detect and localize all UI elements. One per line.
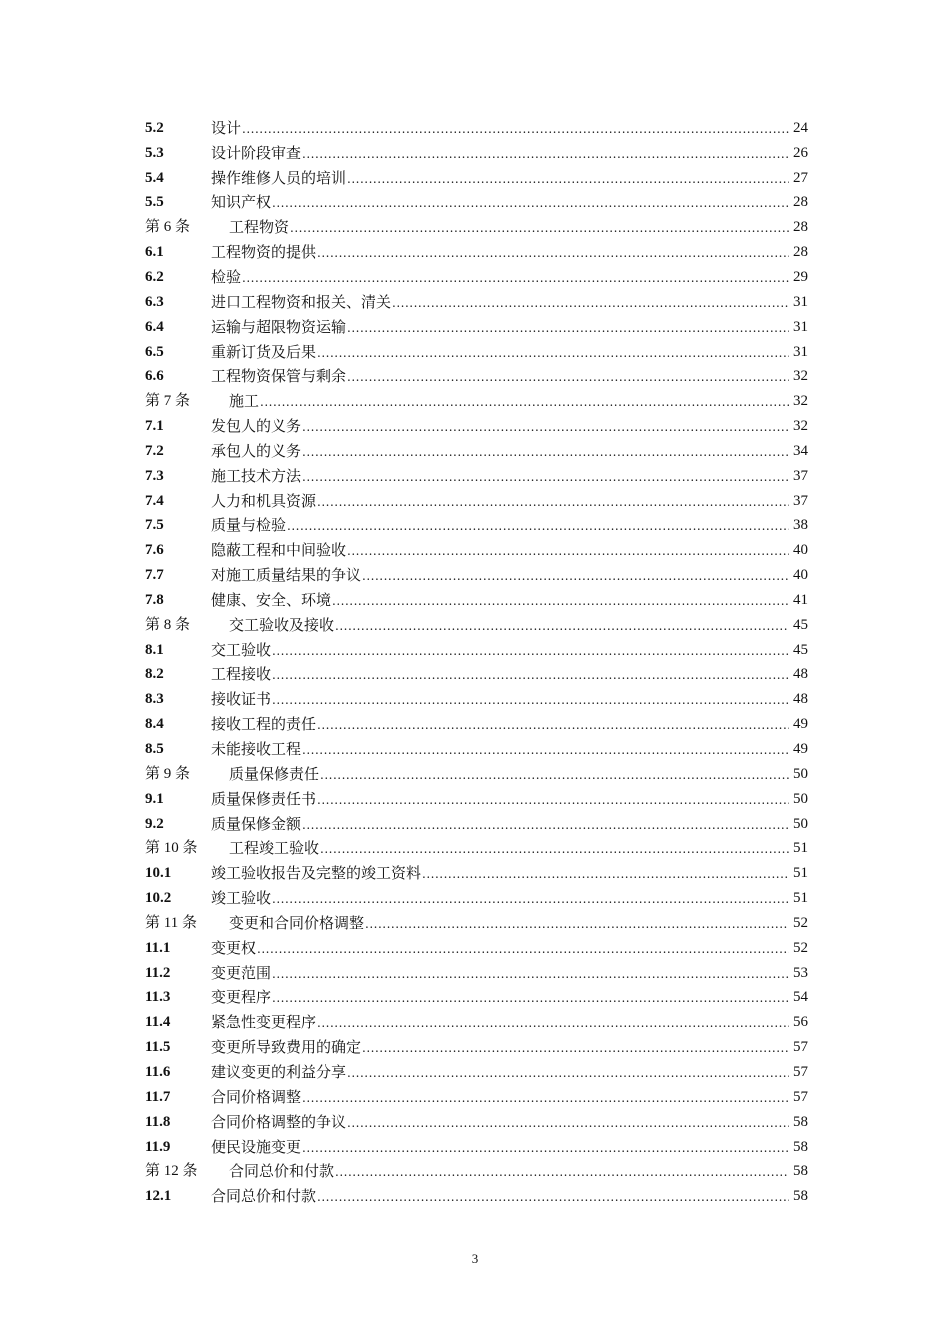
toc-leader-dots (317, 494, 789, 509)
toc-title: 变更所导致费用的确定 (211, 1038, 362, 1057)
toc-leader-dots (287, 518, 789, 533)
toc-page: 37 (793, 467, 808, 484)
toc-page: 27 (793, 169, 808, 186)
toc-page: 28 (793, 244, 808, 261)
toc-page: 32 (793, 393, 808, 410)
toc-row[interactable] (145, 464, 808, 489)
toc-page: 48 (793, 666, 808, 683)
toc-number: 8.3 (145, 691, 164, 708)
toc-number: 6.3 (145, 293, 164, 310)
toc-title: 交工验收及接收 (229, 615, 335, 634)
toc-page: 48 (793, 691, 808, 708)
toc-page: 38 (793, 517, 808, 534)
toc-title: 工程物资 (229, 218, 290, 237)
toc-title: 运输与超限物资运输 (211, 317, 347, 336)
toc-row[interactable] (145, 961, 808, 986)
toc-page: 31 (793, 293, 808, 310)
toc-row[interactable] (145, 1135, 808, 1160)
toc-title: 合同价格调整的争议 (211, 1112, 347, 1131)
toc-number: 11.5 (145, 1039, 171, 1056)
toc-leader-dots (272, 891, 789, 906)
toc-row[interactable] (145, 638, 808, 663)
toc-number: 11.7 (145, 1088, 171, 1105)
toc-leader-dots (272, 990, 789, 1005)
toc-leader-dots (302, 469, 789, 484)
toc-title: 知识产权 (211, 193, 272, 212)
toc-leader-dots (290, 220, 789, 235)
toc-article-number: 第 9 条 (145, 765, 191, 782)
toc-number: 6.4 (145, 318, 164, 335)
toc-leader-dots (320, 841, 789, 856)
toc-title: 接收证书 (211, 690, 272, 709)
toc-page: 51 (793, 865, 808, 882)
toc-page: 49 (793, 741, 808, 758)
toc-number: 6.1 (145, 244, 164, 261)
toc-title: 人力和机具资源 (211, 491, 317, 510)
toc-number: 10.2 (145, 890, 172, 907)
toc-page: 28 (793, 219, 808, 236)
toc-article-row[interactable] (145, 613, 808, 638)
toc-number: 6.6 (145, 368, 164, 385)
toc-leader-dots (317, 1189, 789, 1204)
toc-row[interactable] (145, 116, 808, 141)
toc-number: 11.6 (145, 1063, 171, 1080)
toc-row[interactable] (145, 861, 808, 886)
toc-title: 施工 (229, 392, 260, 411)
toc-row[interactable] (145, 538, 808, 563)
toc-title: 合同总价和付款 (211, 1187, 317, 1206)
toc-title: 竣工验收 (211, 889, 272, 908)
toc-leader-dots (302, 742, 789, 757)
toc-leader-dots (347, 543, 789, 558)
toc-row[interactable] (145, 886, 808, 911)
toc-title: 健康、安全、环境 (211, 590, 332, 609)
toc-article-number: 第 7 条 (145, 393, 191, 410)
toc-leader-dots (362, 1040, 789, 1055)
toc-number: 7.5 (145, 517, 164, 534)
toc-row[interactable] (145, 1060, 808, 1085)
toc-page: 37 (793, 492, 808, 509)
toc-leader-dots (302, 419, 789, 434)
toc-title: 变更和合同价格调整 (229, 913, 365, 932)
toc-row[interactable] (145, 812, 808, 837)
toc-row[interactable] (145, 514, 808, 539)
toc-number: 5.2 (145, 119, 164, 136)
toc-number: 11.2 (145, 964, 171, 981)
toc-title: 发包人的义务 (211, 417, 302, 436)
toc-title: 操作维修人员的培训 (211, 168, 347, 187)
toc-leader-dots (317, 1015, 789, 1030)
toc-page: 54 (793, 989, 808, 1006)
toc-leader-dots (272, 667, 789, 682)
toc-page: 40 (793, 542, 808, 559)
toc-page: 32 (793, 418, 808, 435)
toc-number: 7.8 (145, 591, 164, 608)
toc-leader-dots (392, 295, 789, 310)
toc-title: 未能接收工程 (211, 740, 302, 759)
toc-row[interactable] (145, 290, 808, 315)
toc-title: 质量保修责任书 (211, 789, 317, 808)
toc-leader-dots (272, 643, 789, 658)
toc-title: 建议变更的利益分享 (211, 1062, 347, 1081)
toc-title: 对施工质量结果的争议 (211, 566, 362, 585)
toc-title: 重新订货及后果 (211, 342, 317, 361)
toc-leader-dots (242, 270, 789, 285)
toc-title: 变更权 (211, 938, 257, 957)
toc-number: 11.8 (145, 1113, 171, 1130)
toc-title: 便民设施变更 (211, 1137, 302, 1156)
toc-page: 29 (793, 268, 808, 285)
toc-title: 施工技术方法 (211, 466, 302, 485)
toc-title: 设计阶段审查 (211, 143, 302, 162)
toc-page: 51 (793, 890, 808, 907)
toc-page: 52 (793, 939, 808, 956)
toc-row[interactable] (145, 787, 808, 812)
toc-title: 工程接收 (211, 665, 272, 684)
toc-leader-dots (317, 245, 789, 260)
toc-title: 变更程序 (211, 988, 272, 1007)
toc-leader-dots (320, 767, 789, 782)
toc-page: 49 (793, 716, 808, 733)
toc-page: 34 (793, 442, 808, 459)
toc-number: 9.1 (145, 790, 164, 807)
toc-leader-dots (317, 792, 789, 807)
toc-leader-dots (272, 692, 789, 707)
toc-leader-dots (242, 121, 789, 136)
table-of-contents (145, 116, 808, 1209)
toc-title: 设计 (211, 118, 242, 137)
toc-page: 52 (793, 914, 808, 931)
toc-page: 57 (793, 1063, 808, 1080)
toc-number: 10.1 (145, 865, 172, 882)
toc-row[interactable] (145, 240, 808, 265)
toc-leader-dots (332, 593, 789, 608)
toc-article-number: 第 11 条 (145, 914, 197, 931)
toc-number: 8.4 (145, 716, 164, 733)
toc-page: 31 (793, 318, 808, 335)
toc-page: 58 (793, 1138, 808, 1155)
toc-leader-dots (317, 717, 789, 732)
toc-title: 质量与检验 (211, 516, 287, 535)
toc-leader-dots (272, 195, 789, 210)
toc-number: 7.6 (145, 542, 164, 559)
toc-page: 53 (793, 964, 808, 981)
toc-title: 竣工验收报告及完整的竣工资料 (211, 864, 422, 883)
toc-leader-dots (362, 568, 789, 583)
toc-number: 5.5 (145, 194, 164, 211)
toc-row[interactable] (145, 315, 808, 340)
toc-leader-dots (302, 1090, 789, 1105)
toc-number: 11.3 (145, 989, 171, 1006)
toc-number: 5.3 (145, 144, 164, 161)
toc-row[interactable] (145, 265, 808, 290)
toc-leader-dots (302, 1140, 789, 1155)
toc-article-row[interactable] (145, 911, 808, 936)
toc-page: 58 (793, 1163, 808, 1180)
toc-leader-dots (347, 1065, 789, 1080)
toc-page: 26 (793, 144, 808, 161)
toc-title: 承包人的义务 (211, 441, 302, 460)
toc-leader-dots (272, 966, 789, 981)
toc-row[interactable] (145, 191, 808, 216)
toc-page: 24 (793, 119, 808, 136)
toc-number: 7.7 (145, 567, 164, 584)
toc-leader-dots (302, 444, 789, 459)
toc-page: 41 (793, 591, 808, 608)
toc-leader-dots (347, 320, 789, 335)
toc-title: 接收工程的责任 (211, 715, 317, 734)
toc-title: 质量保修金额 (211, 814, 302, 833)
toc-number: 7.3 (145, 467, 164, 484)
toc-article-number: 第 6 条 (145, 219, 191, 236)
toc-row[interactable] (145, 340, 808, 365)
toc-row[interactable] (145, 737, 808, 762)
toc-leader-dots (347, 369, 789, 384)
toc-leader-dots (347, 1115, 789, 1130)
toc-title: 合同价格调整 (211, 1087, 302, 1106)
toc-number: 7.2 (145, 442, 164, 459)
toc-number: 9.2 (145, 815, 164, 832)
toc-row[interactable] (145, 1085, 808, 1110)
toc-number: 6.5 (145, 343, 164, 360)
toc-leader-dots (302, 817, 789, 832)
toc-row[interactable] (145, 489, 808, 514)
toc-row[interactable] (145, 986, 808, 1011)
toc-number: 11.9 (145, 1138, 171, 1155)
toc-article-number: 第 8 条 (145, 616, 191, 633)
toc-number: 8.2 (145, 666, 164, 683)
toc-title: 工程物资保管与剩余 (211, 367, 347, 386)
toc-page: 32 (793, 368, 808, 385)
toc-page: 45 (793, 616, 808, 633)
toc-title: 质量保修责任 (229, 764, 320, 783)
toc-title: 工程物资的提供 (211, 243, 317, 262)
toc-page: 31 (793, 343, 808, 360)
toc-article-row[interactable] (145, 836, 808, 861)
toc-row[interactable] (145, 141, 808, 166)
toc-number: 11.1 (145, 939, 171, 956)
toc-row[interactable] (145, 712, 808, 737)
toc-leader-dots (257, 941, 789, 956)
toc-row[interactable] (145, 663, 808, 688)
toc-number: 8.1 (145, 641, 164, 658)
toc-page: 57 (793, 1088, 808, 1105)
toc-number: 6.2 (145, 268, 164, 285)
toc-page: 28 (793, 194, 808, 211)
toc-article-row[interactable] (145, 215, 808, 240)
toc-page: 56 (793, 1014, 808, 1031)
toc-row[interactable] (145, 1110, 808, 1135)
toc-title: 进口工程物资和报关、清关 (211, 292, 392, 311)
toc-number: 7.4 (145, 492, 164, 509)
toc-number: 5.4 (145, 169, 164, 186)
toc-row[interactable] (145, 414, 808, 439)
toc-article-row[interactable] (145, 762, 808, 787)
toc-leader-dots (335, 618, 789, 633)
toc-title: 隐蔽工程和中间验收 (211, 541, 347, 560)
toc-row[interactable] (145, 1184, 808, 1209)
toc-page: 50 (793, 815, 808, 832)
toc-article-row[interactable] (145, 1159, 808, 1184)
toc-page: 57 (793, 1039, 808, 1056)
toc-title: 合同总价和付款 (229, 1162, 335, 1181)
toc-title: 检验 (211, 267, 242, 286)
toc-leader-dots (317, 345, 789, 360)
toc-leader-dots (260, 394, 789, 409)
toc-page: 45 (793, 641, 808, 658)
toc-leader-dots (302, 146, 789, 161)
toc-number: 7.1 (145, 418, 164, 435)
toc-row[interactable] (145, 687, 808, 712)
toc-leader-dots (335, 1164, 789, 1179)
toc-row[interactable] (145, 563, 808, 588)
toc-number: 8.5 (145, 741, 164, 758)
toc-row[interactable] (145, 936, 808, 961)
page-footer-number: 3 (471, 1251, 479, 1266)
toc-leader-dots (365, 916, 789, 931)
toc-page: 50 (793, 765, 808, 782)
toc-page: 50 (793, 790, 808, 807)
toc-row[interactable] (145, 588, 808, 613)
toc-article-number: 第 12 条 (145, 1163, 198, 1180)
toc-title: 交工验收 (211, 640, 272, 659)
toc-title: 变更范围 (211, 963, 272, 982)
toc-page: 58 (793, 1188, 808, 1205)
toc-number: 12.1 (145, 1188, 172, 1205)
toc-page: 40 (793, 567, 808, 584)
toc-title: 紧急性变更程序 (211, 1013, 317, 1032)
toc-row[interactable] (145, 1010, 808, 1035)
toc-page: 58 (793, 1113, 808, 1130)
toc-row[interactable] (145, 364, 808, 389)
toc-article-number: 第 10 条 (145, 840, 198, 857)
toc-title: 工程竣工验收 (229, 839, 320, 858)
toc-number: 11.4 (145, 1014, 171, 1031)
toc-leader-dots (347, 171, 789, 186)
toc-row[interactable] (145, 166, 808, 191)
toc-leader-dots (422, 866, 789, 881)
toc-row[interactable] (145, 1035, 808, 1060)
toc-article-row[interactable] (145, 389, 808, 414)
toc-page: 51 (793, 840, 808, 857)
toc-row[interactable] (145, 439, 808, 464)
